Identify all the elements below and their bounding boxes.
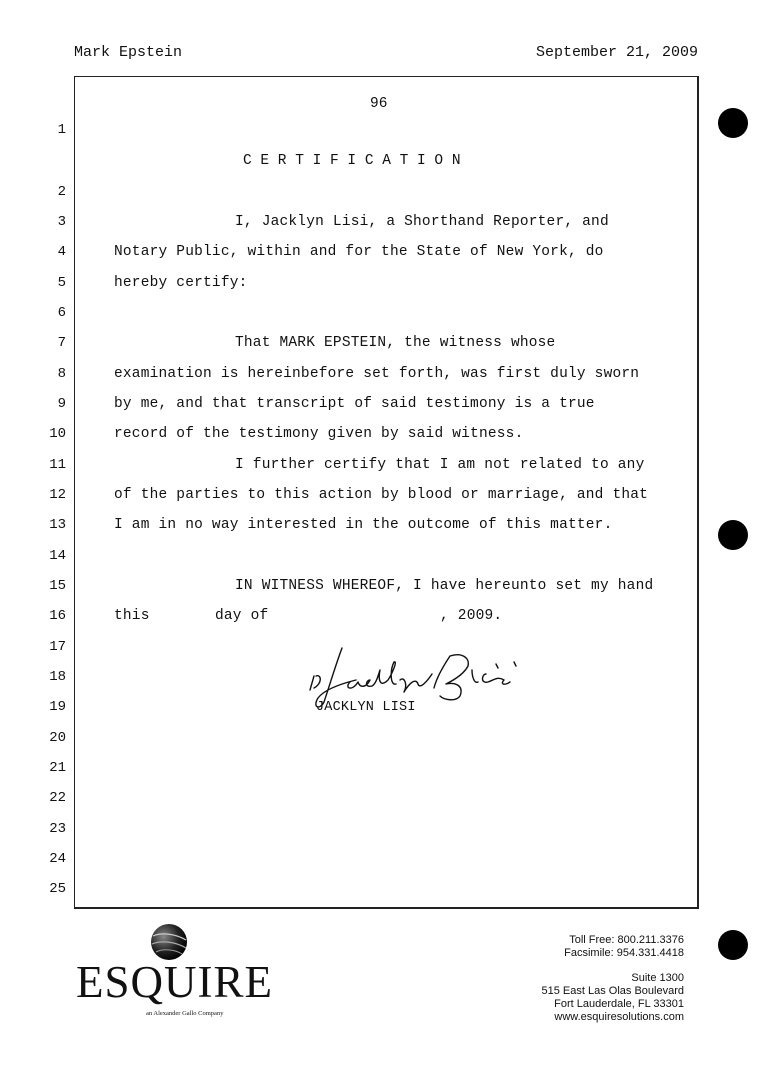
line-number: 3 [57,214,66,230]
address-suite: Suite 1300 [631,972,684,984]
line-number: 1 [57,122,66,138]
line-number: 8 [57,366,66,382]
witness-name-header: Mark Epstein [74,44,183,61]
deposition-date-header: September 21, 2009 [535,44,698,61]
line-number: 5 [57,275,66,291]
toll-free-number: Toll Free: 800.211.3376 [569,934,684,946]
line-number: 7 [57,335,66,351]
contact-phones [564,934,684,960]
line-number: 25 [49,881,66,897]
transcript-line: That MARK EPSTEIN, the witness whose [235,335,556,351]
line-number: 12 [49,487,66,503]
esquire-logo [76,922,273,1032]
address-city: Fort Lauderdale, FL 33301 [554,998,684,1010]
transcript-line: I, Jacklyn Lisi, a Shorthand Reporter, and [235,214,609,230]
punch-hole [718,520,748,550]
line-number: 4 [57,244,66,260]
line-number: 13 [49,517,66,533]
logo-wordmark: ESQUIRE [76,957,273,1007]
line-number: 15 [49,578,66,594]
line-number: 2 [57,184,66,200]
transcript-line: by me, and that transcript of said testimony is a true [114,396,595,412]
line-number: 23 [49,821,66,837]
line-number: 19 [49,699,66,715]
contact-address [542,972,684,1024]
reporter-printed-name: JACKLYN LISI [316,700,416,715]
line-number: 10 [49,426,66,442]
transcript-line: I further certify that I am not related to any [235,457,645,473]
line-number: 17 [49,639,66,655]
line-number: 21 [49,760,66,776]
line-number: 6 [57,305,66,321]
transcript-line: day of [215,608,269,624]
website-link[interactable]: www.esquiresolutions.com [554,1011,684,1023]
facsimile-number: Facsimile: 954.331.4418 [564,947,684,959]
line-number: 9 [57,396,66,412]
punch-hole [718,108,748,138]
line-number: 24 [49,851,66,867]
transcript-line: Notary Public, within and for the State of New York, do [114,244,604,260]
logo-subtitle: an Alexander Gallo Company [146,1010,224,1017]
punch-hole [718,930,748,960]
transcript-line: IN WITNESS WHEREOF, I have hereunto set my hand [235,578,654,594]
line-number: 11 [49,457,66,473]
line-number: 14 [49,548,66,564]
line-number: 20 [49,730,66,746]
transcript-line: of the parties to this action by blood or marriage, and that [114,487,649,503]
certification-title: C E R T I F I C A T I O N [243,153,461,169]
transcript-line: , 2009. [440,608,503,624]
address-street: 515 East Las Olas Boulevard [541,985,684,997]
transcript-line: examination is hereinbefore set forth, was first duly sworn [114,366,640,382]
line-number: 22 [49,790,66,806]
transcript-line: hereby certify: [114,275,248,291]
page-number: 96 [370,96,388,112]
line-number: 18 [49,669,66,685]
transcript-line: this [114,608,150,624]
line-number: 16 [49,608,66,624]
transcript-line: record of the testimony given by said witness. [114,426,524,442]
transcript-line: I am in no way interested in the outcome of this matter. [114,517,613,533]
